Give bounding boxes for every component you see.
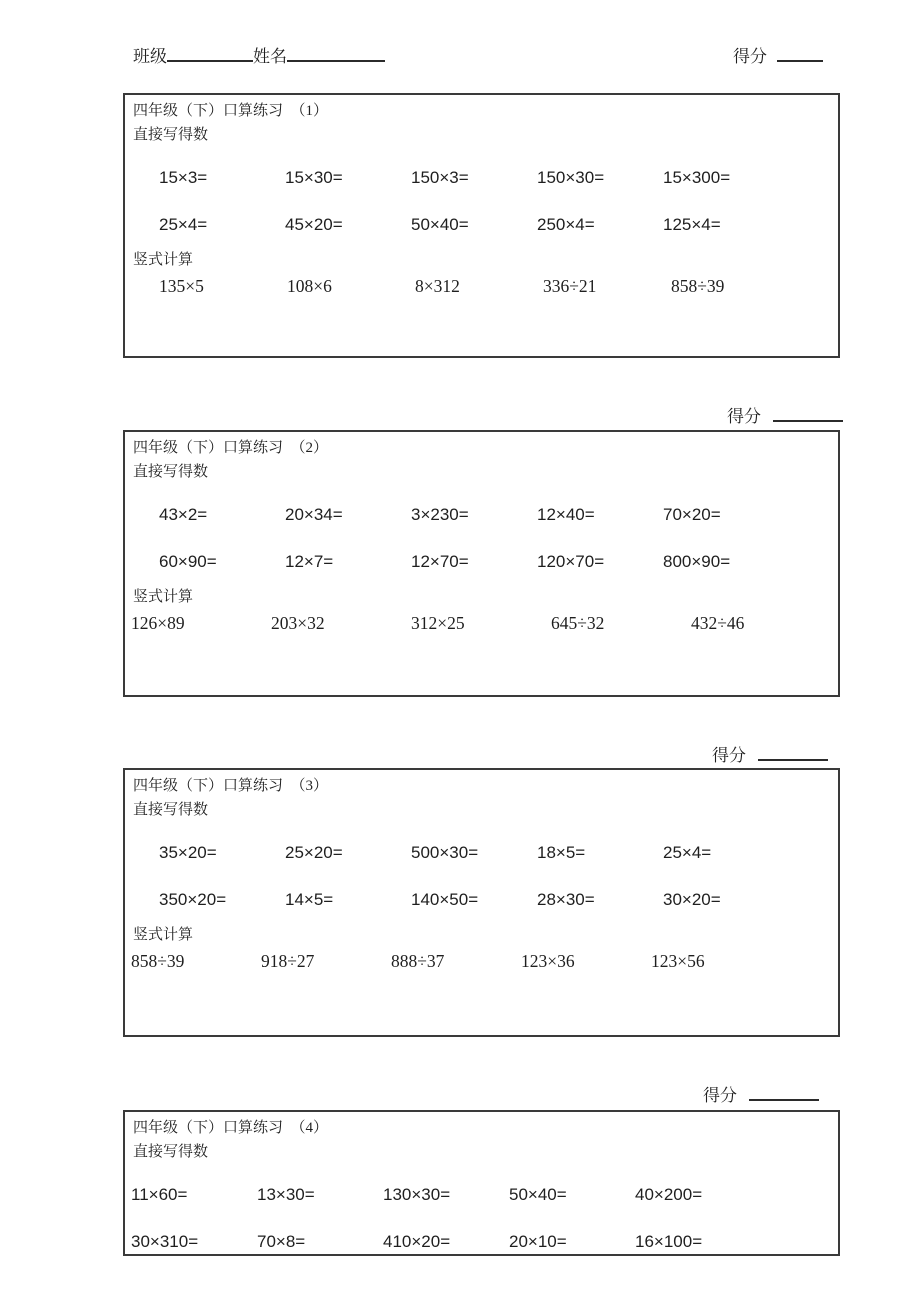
vertical-problem-cell: 126×89 — [131, 613, 185, 633]
worksheet-title: 四年级（下）口算练习 （3） — [133, 778, 329, 794]
vertical-problem-row — [125, 950, 838, 972]
vertical-problem-cell: 888÷37 — [391, 951, 445, 971]
score-label: 得分 — [712, 746, 746, 765]
problem-cell: 70×8= — [257, 1232, 306, 1251]
problem-cell: 13×30= — [257, 1185, 315, 1204]
problem-row — [125, 842, 838, 864]
direct-label: 直接写得数 — [133, 127, 209, 143]
problem-cell: 800×90= — [663, 552, 731, 571]
problem-cell: 3×230= — [411, 505, 469, 524]
problem-cell: 25×20= — [285, 843, 343, 862]
vertical-problem-cell: 108×6 — [287, 276, 332, 296]
problem-cell: 16×100= — [635, 1232, 703, 1251]
problem-cell: 125×4= — [663, 215, 721, 234]
problem-row — [125, 167, 838, 189]
score-field — [733, 44, 823, 68]
vertical-problem-cell: 645÷32 — [551, 613, 605, 633]
worksheet-title: 四年级（下）口算练习 （2） — [133, 440, 329, 456]
problem-cell: 250×4= — [537, 215, 595, 234]
problem-cell: 350×20= — [159, 890, 227, 909]
vertical-label: 竖式计算 — [133, 927, 194, 943]
page-header — [133, 44, 385, 68]
score-label: 得分 — [703, 1086, 737, 1105]
worksheet-box-3 — [123, 768, 840, 1037]
direct-label: 直接写得数 — [133, 802, 209, 818]
problem-cell: 20×10= — [509, 1232, 567, 1251]
vertical-label: 竖式计算 — [133, 589, 194, 605]
problem-row — [125, 1231, 838, 1253]
score-field — [727, 404, 843, 428]
worksheet-box-4 — [123, 1110, 840, 1256]
problem-cell: 40×200= — [635, 1185, 703, 1204]
name-blank-line — [287, 44, 385, 62]
problem-cell: 25×4= — [663, 843, 712, 862]
problem-cell: 18×5= — [537, 843, 586, 862]
direct-label: 直接写得数 — [133, 1144, 209, 1160]
problem-cell: 12×7= — [285, 552, 334, 571]
vertical-problem-cell: 858÷39 — [671, 276, 725, 296]
class-label: 班级 — [133, 47, 167, 66]
problem-cell: 60×90= — [159, 552, 217, 571]
problem-cell: 15×30= — [285, 168, 343, 187]
score-blank-line — [758, 743, 828, 761]
problem-cell: 50×40= — [509, 1185, 567, 1204]
problem-cell: 140×50= — [411, 890, 479, 909]
problem-cell: 25×4= — [159, 215, 208, 234]
direct-label: 直接写得数 — [133, 464, 209, 480]
worksheet-box-2 — [123, 430, 840, 697]
score-label: 得分 — [733, 47, 767, 66]
problem-cell: 45×20= — [285, 215, 343, 234]
worksheet-box-1 — [123, 93, 840, 358]
problem-cell: 120×70= — [537, 552, 605, 571]
vertical-problem-cell: 336÷21 — [543, 276, 597, 296]
score-blank-line — [777, 44, 823, 62]
problem-row — [125, 889, 838, 911]
vertical-problem-cell: 312×25 — [411, 613, 465, 633]
worksheet-title: 四年级（下）口算练习 （4） — [133, 1120, 329, 1136]
problem-cell: 15×3= — [159, 168, 208, 187]
problem-cell: 12×70= — [411, 552, 469, 571]
vertical-problem-row — [125, 612, 838, 634]
vertical-problem-cell: 123×56 — [651, 951, 705, 971]
score-label: 得分 — [727, 407, 761, 426]
class-blank-line — [167, 44, 253, 62]
problem-cell: 50×40= — [411, 215, 469, 234]
problem-cell: 28×30= — [537, 890, 595, 909]
problem-cell: 500×30= — [411, 843, 479, 862]
vertical-problem-cell: 123×36 — [521, 951, 575, 971]
vertical-problem-row — [125, 275, 838, 297]
vertical-problem-cell: 858÷39 — [131, 951, 185, 971]
problem-row — [125, 504, 838, 526]
name-label: 姓名 — [253, 47, 287, 66]
score-blank-line — [749, 1083, 819, 1101]
problem-cell: 30×20= — [663, 890, 721, 909]
problem-row — [125, 551, 838, 573]
worksheet-title: 四年级（下）口算练习 （1） — [133, 103, 329, 119]
problem-cell: 14×5= — [285, 890, 334, 909]
problem-cell: 43×2= — [159, 505, 208, 524]
score-field — [712, 743, 828, 767]
problem-row — [125, 214, 838, 236]
score-field — [703, 1083, 819, 1107]
vertical-problem-cell: 203×32 — [271, 613, 325, 633]
vertical-problem-cell: 432÷46 — [691, 613, 745, 633]
problem-row — [125, 1184, 838, 1206]
problem-cell: 150×30= — [537, 168, 605, 187]
problem-cell: 15×300= — [663, 168, 731, 187]
problem-cell: 30×310= — [131, 1232, 199, 1251]
problem-cell: 35×20= — [159, 843, 217, 862]
vertical-problem-cell: 918÷27 — [261, 951, 315, 971]
problem-cell: 410×20= — [383, 1232, 451, 1251]
vertical-label: 竖式计算 — [133, 252, 194, 268]
problem-cell: 20×34= — [285, 505, 343, 524]
vertical-problem-cell: 8×312 — [415, 276, 460, 296]
vertical-problem-cell: 135×5 — [159, 276, 204, 296]
problem-cell: 11×60= — [131, 1185, 188, 1204]
problem-cell: 130×30= — [383, 1185, 451, 1204]
problem-cell: 70×20= — [663, 505, 721, 524]
score-blank-line — [773, 404, 843, 422]
problem-cell: 12×40= — [537, 505, 595, 524]
problem-cell: 150×3= — [411, 168, 469, 187]
